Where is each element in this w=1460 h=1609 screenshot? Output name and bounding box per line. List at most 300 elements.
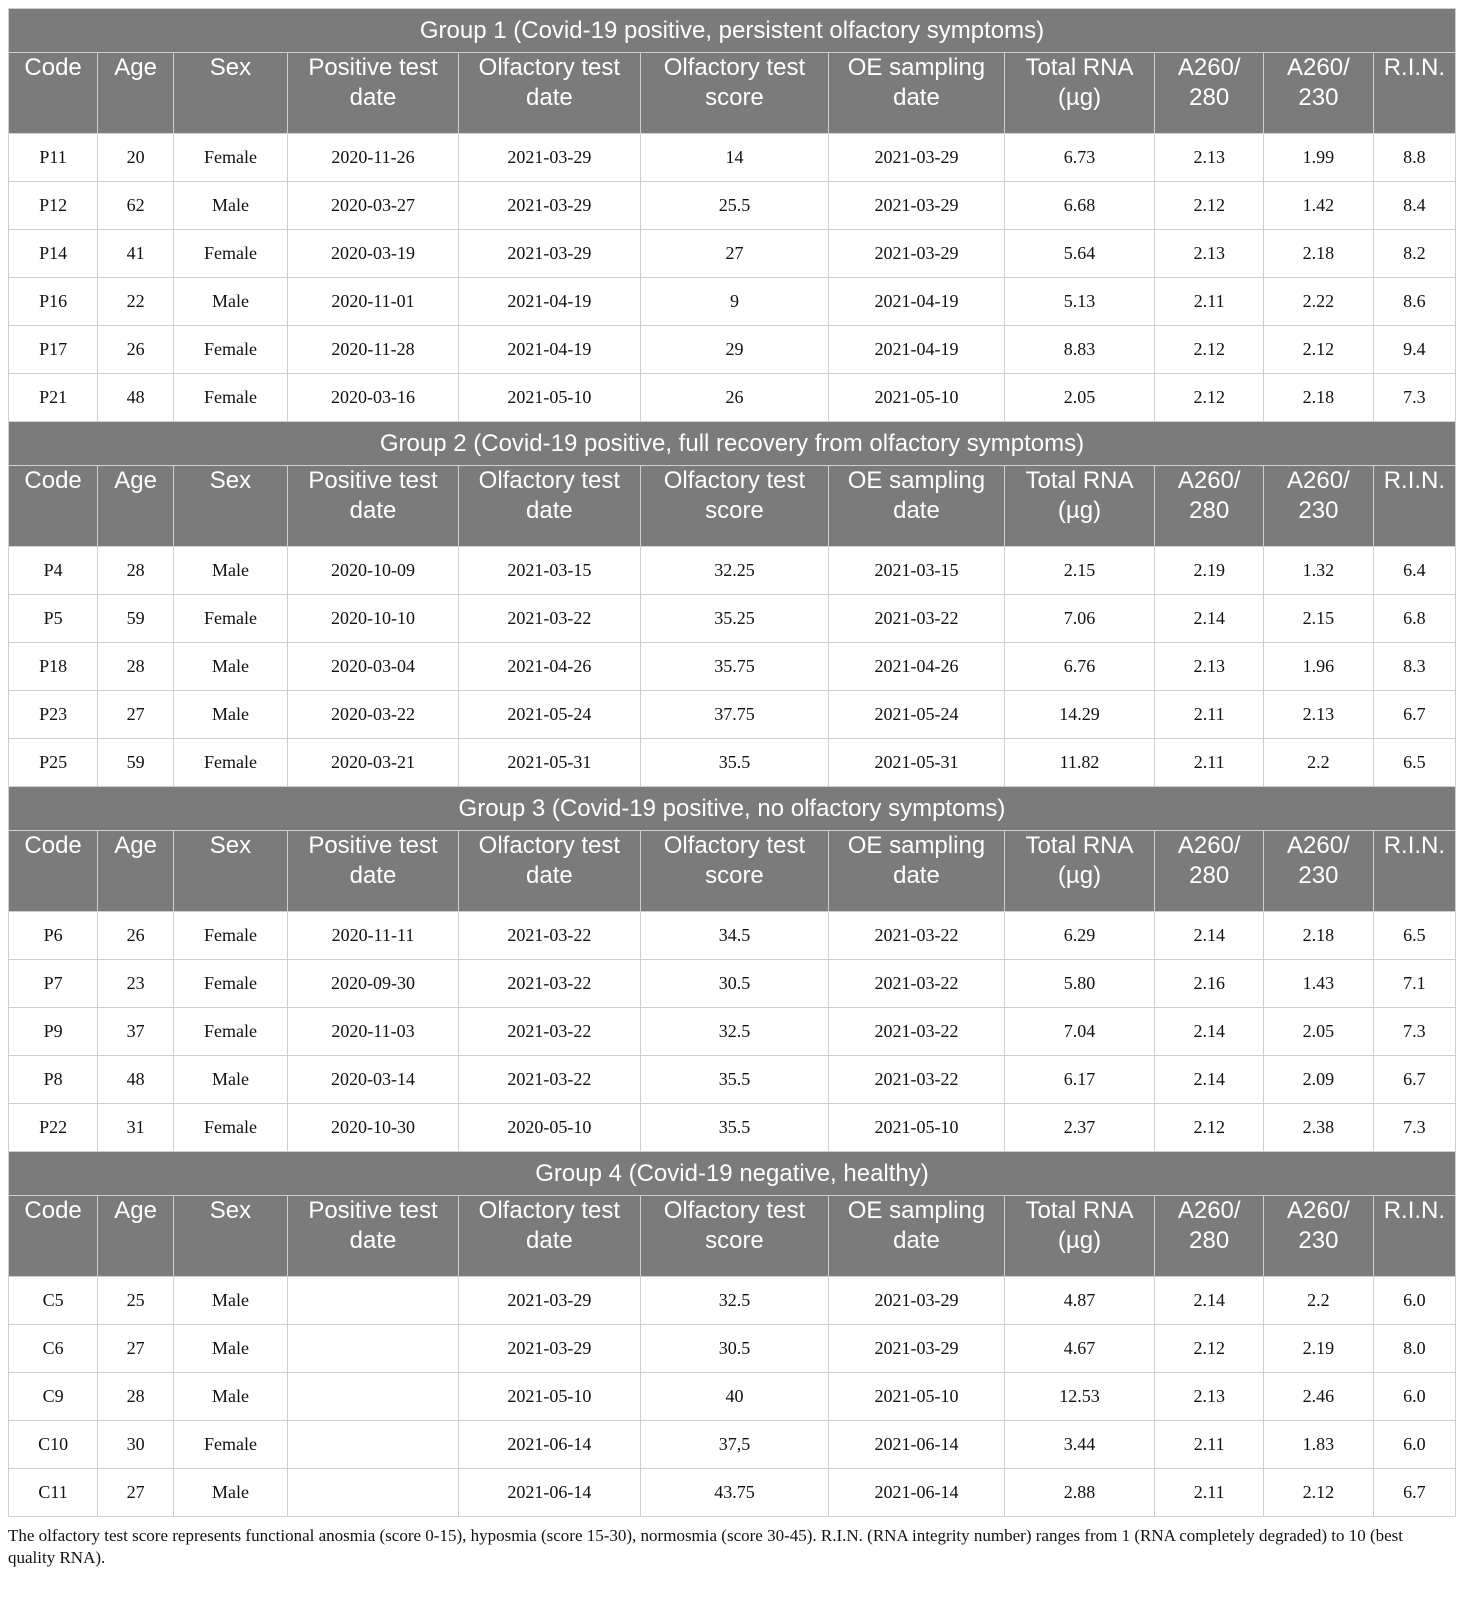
cell-sex: Male (174, 278, 288, 326)
cell-olfactory-test-score: 9 (640, 278, 829, 326)
cell-a260-230: 2.46 (1264, 1373, 1374, 1421)
group-title-row (9, 9, 1456, 53)
cell-positive-test-date (287, 1277, 458, 1325)
cell-code: P6 (9, 912, 98, 960)
cell-positive-test-date: 2020-03-04 (287, 643, 458, 691)
cell-olfactory-test-date: 2021-05-31 (459, 739, 640, 787)
cell-code: P4 (9, 547, 98, 595)
cell-a260-280: 2.11 (1155, 691, 1264, 739)
cell-total-rna: 7.06 (1004, 595, 1155, 643)
column-header-total-rna: Total RNA (µg) (1004, 1196, 1155, 1277)
column-header-positive-test-date: Positive test date (287, 53, 458, 134)
column-header-oe-sampling-date: OE sampling date (829, 53, 1004, 134)
cell-oe-sampling-date: 2021-03-22 (829, 595, 1004, 643)
column-header-olfactory-test-date: Olfactory test date (459, 1196, 640, 1277)
cell-total-rna: 6.17 (1004, 1056, 1155, 1104)
cell-oe-sampling-date: 2021-05-24 (829, 691, 1004, 739)
column-header-olfactory-test-date: Olfactory test date (459, 466, 640, 547)
cell-olfactory-test-score: 32.5 (640, 1008, 829, 1056)
cell-rin: 8.2 (1373, 230, 1455, 278)
cell-age: 41 (98, 230, 174, 278)
table-row (9, 547, 1456, 595)
cell-age: 37 (98, 1008, 174, 1056)
cell-total-rna: 4.87 (1004, 1277, 1155, 1325)
cell-olfactory-test-date: 2021-03-22 (459, 1056, 640, 1104)
cell-olfactory-test-score: 14 (640, 134, 829, 182)
cell-olfactory-test-date: 2021-05-10 (459, 1373, 640, 1421)
cell-oe-sampling-date: 2021-04-26 (829, 643, 1004, 691)
cell-a260-280: 2.14 (1155, 912, 1264, 960)
cell-code: P25 (9, 739, 98, 787)
table-row (9, 1277, 1456, 1325)
cell-total-rna: 5.64 (1004, 230, 1155, 278)
cell-olfactory-test-date: 2021-03-29 (459, 230, 640, 278)
cell-total-rna: 14.29 (1004, 691, 1155, 739)
cell-rin: 7.3 (1373, 374, 1455, 422)
cell-sex: Female (174, 595, 288, 643)
cell-positive-test-date: 2020-11-03 (287, 1008, 458, 1056)
cell-age: 22 (98, 278, 174, 326)
cell-positive-test-date: 2020-03-27 (287, 182, 458, 230)
group-title-row (9, 787, 1456, 831)
cell-total-rna: 8.83 (1004, 326, 1155, 374)
cell-total-rna: 2.88 (1004, 1469, 1155, 1517)
cell-a260-280: 2.11 (1155, 1469, 1264, 1517)
cell-olfactory-test-score: 26 (640, 374, 829, 422)
cell-total-rna: 6.76 (1004, 643, 1155, 691)
table-row (9, 1008, 1456, 1056)
cell-olfactory-test-score: 29 (640, 326, 829, 374)
column-header-olfactory-test-date: Olfactory test date (459, 831, 640, 912)
cell-olfactory-test-score: 35.75 (640, 643, 829, 691)
cell-total-rna: 5.80 (1004, 960, 1155, 1008)
cell-total-rna: 11.82 (1004, 739, 1155, 787)
column-header-a260-230: A260/ 230 (1264, 466, 1374, 547)
cell-olfactory-test-date: 2021-03-22 (459, 595, 640, 643)
column-header-olfactory-test-score: Olfactory test score (640, 1196, 829, 1277)
cell-a260-280: 2.12 (1155, 182, 1264, 230)
cell-code: P22 (9, 1104, 98, 1152)
cell-age: 30 (98, 1421, 174, 1469)
cell-a260-280: 2.11 (1155, 278, 1264, 326)
cell-total-rna: 7.04 (1004, 1008, 1155, 1056)
cell-age: 48 (98, 374, 174, 422)
cell-rin: 7.3 (1373, 1008, 1455, 1056)
table-row (9, 643, 1456, 691)
cell-total-rna: 2.15 (1004, 547, 1155, 595)
cell-sex: Male (174, 1373, 288, 1421)
cell-rin: 6.8 (1373, 595, 1455, 643)
cell-olfactory-test-date: 2021-03-22 (459, 912, 640, 960)
cell-oe-sampling-date: 2021-05-31 (829, 739, 1004, 787)
column-header-rin: R.I.N. (1373, 466, 1455, 547)
cell-rin: 8.0 (1373, 1325, 1455, 1373)
cell-sex: Female (174, 1104, 288, 1152)
cell-total-rna: 12.53 (1004, 1373, 1155, 1421)
cell-a260-280: 2.12 (1155, 374, 1264, 422)
cell-oe-sampling-date: 2021-03-22 (829, 960, 1004, 1008)
table-row (9, 739, 1456, 787)
cell-olfactory-test-score: 35.5 (640, 739, 829, 787)
table-row (9, 912, 1456, 960)
table-row (9, 691, 1456, 739)
column-header-olfactory-test-score: Olfactory test score (640, 831, 829, 912)
column-header-code: Code (9, 466, 98, 547)
cell-code: C5 (9, 1277, 98, 1325)
cell-olfactory-test-date: 2021-06-14 (459, 1469, 640, 1517)
table-row (9, 1469, 1456, 1517)
cell-oe-sampling-date: 2021-06-14 (829, 1469, 1004, 1517)
cell-oe-sampling-date: 2021-03-29 (829, 230, 1004, 278)
cell-oe-sampling-date: 2021-05-10 (829, 1373, 1004, 1421)
cell-a260-280: 2.12 (1155, 326, 1264, 374)
cell-sex: Female (174, 230, 288, 278)
cell-code: P14 (9, 230, 98, 278)
column-header-positive-test-date: Positive test date (287, 466, 458, 547)
column-header-age: Age (98, 466, 174, 547)
column-header-total-rna: Total RNA (µg) (1004, 831, 1155, 912)
column-header-a260-280: A260/ 280 (1155, 1196, 1264, 1277)
cell-a260-280: 2.14 (1155, 1056, 1264, 1104)
cell-olfactory-test-score: 35.5 (640, 1056, 829, 1104)
cell-positive-test-date (287, 1373, 458, 1421)
cell-age: 28 (98, 547, 174, 595)
cell-olfactory-test-score: 27 (640, 230, 829, 278)
cell-a260-280: 2.16 (1155, 960, 1264, 1008)
cell-a260-230: 2.15 (1264, 595, 1374, 643)
cell-a260-230: 2.05 (1264, 1008, 1374, 1056)
cell-positive-test-date: 2020-03-22 (287, 691, 458, 739)
cell-total-rna: 5.13 (1004, 278, 1155, 326)
cell-sex: Male (174, 691, 288, 739)
table-row (9, 1325, 1456, 1373)
cell-sex: Female (174, 326, 288, 374)
cell-sex: Female (174, 739, 288, 787)
cell-positive-test-date: 2020-03-14 (287, 1056, 458, 1104)
table-row (9, 595, 1456, 643)
column-header-sex: Sex (174, 466, 288, 547)
cell-a260-230: 2.38 (1264, 1104, 1374, 1152)
cell-oe-sampling-date: 2021-04-19 (829, 278, 1004, 326)
cell-age: 27 (98, 1325, 174, 1373)
column-header-a260-280: A260/ 280 (1155, 53, 1264, 134)
cell-age: 59 (98, 595, 174, 643)
cell-positive-test-date: 2020-11-01 (287, 278, 458, 326)
cell-oe-sampling-date: 2021-06-14 (829, 1421, 1004, 1469)
table-row (9, 960, 1456, 1008)
group-title-row (9, 422, 1456, 466)
cell-olfactory-test-date: 2021-05-10 (459, 374, 640, 422)
cell-olfactory-test-date: 2021-04-19 (459, 278, 640, 326)
cell-sex: Female (174, 134, 288, 182)
cell-a260-230: 2.22 (1264, 278, 1374, 326)
cell-oe-sampling-date: 2021-03-29 (829, 134, 1004, 182)
cell-olfactory-test-score: 37.75 (640, 691, 829, 739)
cell-code: P16 (9, 278, 98, 326)
cell-a260-230: 2.2 (1264, 1277, 1374, 1325)
column-header-rin: R.I.N. (1373, 1196, 1455, 1277)
table-row (9, 1056, 1456, 1104)
column-header-olfactory-test-date: Olfactory test date (459, 53, 640, 134)
cell-age: 23 (98, 960, 174, 1008)
cell-olfactory-test-score: 32.25 (640, 547, 829, 595)
cell-rin: 6.7 (1373, 1469, 1455, 1517)
column-header-oe-sampling-date: OE sampling date (829, 1196, 1004, 1277)
cell-olfactory-test-date: 2021-04-26 (459, 643, 640, 691)
cell-sex: Male (174, 1325, 288, 1373)
cell-positive-test-date: 2020-10-09 (287, 547, 458, 595)
cell-oe-sampling-date: 2021-03-29 (829, 1277, 1004, 1325)
cell-a260-280: 2.13 (1155, 643, 1264, 691)
group-title: Group 1 (Covid-19 positive, persistent olfactory symptoms) (9, 9, 1456, 53)
cell-sex: Male (174, 1277, 288, 1325)
cell-a260-230: 2.19 (1264, 1325, 1374, 1373)
cell-olfactory-test-score: 35.25 (640, 595, 829, 643)
cell-a260-230: 1.83 (1264, 1421, 1374, 1469)
cell-rin: 6.0 (1373, 1421, 1455, 1469)
cell-total-rna: 2.05 (1004, 374, 1155, 422)
column-header-a260-230: A260/ 230 (1264, 831, 1374, 912)
cell-olfactory-test-score: 35.5 (640, 1104, 829, 1152)
cell-oe-sampling-date: 2021-04-19 (829, 326, 1004, 374)
cell-a260-230: 2.18 (1264, 912, 1374, 960)
cell-a260-280: 2.14 (1155, 1277, 1264, 1325)
group-title: Group 4 (Covid-19 negative, healthy) (9, 1152, 1456, 1196)
column-header-a260-230: A260/ 230 (1264, 53, 1374, 134)
table-row (9, 134, 1456, 182)
cell-a260-230: 2.09 (1264, 1056, 1374, 1104)
cell-age: 20 (98, 134, 174, 182)
cell-total-rna: 6.73 (1004, 134, 1155, 182)
cell-code: P7 (9, 960, 98, 1008)
column-header-a260-230: A260/ 230 (1264, 1196, 1374, 1277)
column-header-age: Age (98, 1196, 174, 1277)
cell-age: 28 (98, 1373, 174, 1421)
cell-rin: 7.3 (1373, 1104, 1455, 1152)
cell-positive-test-date: 2020-10-30 (287, 1104, 458, 1152)
cell-sex: Male (174, 182, 288, 230)
column-header-rin: R.I.N. (1373, 53, 1455, 134)
cell-a260-280: 2.12 (1155, 1325, 1264, 1373)
cell-rin: 8.3 (1373, 643, 1455, 691)
column-header-a260-280: A260/ 280 (1155, 831, 1264, 912)
cell-a260-230: 1.43 (1264, 960, 1374, 1008)
table-row (9, 230, 1456, 278)
cell-code: C11 (9, 1469, 98, 1517)
cell-age: 48 (98, 1056, 174, 1104)
cell-positive-test-date (287, 1325, 458, 1373)
cell-rin: 8.8 (1373, 134, 1455, 182)
cell-age: 26 (98, 912, 174, 960)
table-row (9, 1373, 1456, 1421)
cell-olfactory-test-score: 32.5 (640, 1277, 829, 1325)
cell-code: P11 (9, 134, 98, 182)
column-header-positive-test-date: Positive test date (287, 1196, 458, 1277)
cell-age: 25 (98, 1277, 174, 1325)
cell-total-rna: 4.67 (1004, 1325, 1155, 1373)
cell-code: P23 (9, 691, 98, 739)
cell-rin: 6.0 (1373, 1373, 1455, 1421)
column-header-positive-test-date: Positive test date (287, 831, 458, 912)
column-header-olfactory-test-score: Olfactory test score (640, 53, 829, 134)
cell-code: P12 (9, 182, 98, 230)
cell-olfactory-test-date: 2021-03-29 (459, 134, 640, 182)
table-row (9, 278, 1456, 326)
cell-rin: 8.6 (1373, 278, 1455, 326)
cell-positive-test-date: 2020-10-10 (287, 595, 458, 643)
cell-a260-230: 1.96 (1264, 643, 1374, 691)
cell-rin: 6.4 (1373, 547, 1455, 595)
cell-a260-280: 2.13 (1155, 230, 1264, 278)
cell-sex: Female (174, 1421, 288, 1469)
cell-olfactory-test-date: 2021-06-14 (459, 1421, 640, 1469)
cell-a260-230: 2.2 (1264, 739, 1374, 787)
cell-oe-sampling-date: 2021-05-10 (829, 374, 1004, 422)
cell-a260-280: 2.13 (1155, 134, 1264, 182)
cell-sex: Female (174, 374, 288, 422)
cell-age: 31 (98, 1104, 174, 1152)
table-footnote: The olfactory test score represents functional anosmia (score 0-15), hyposmia (score 15-30), normosmia (score 30-45). R.I.N. (RNA integrity number) ranges from 1 (RNA completely degraded) to 10 (best quality RNA). (8, 1526, 1404, 1567)
cell-oe-sampling-date: 2021-03-29 (829, 1325, 1004, 1373)
cell-code: C6 (9, 1325, 98, 1373)
cell-code: P9 (9, 1008, 98, 1056)
column-header-oe-sampling-date: OE sampling date (829, 831, 1004, 912)
column-header-row (9, 53, 1456, 134)
cell-oe-sampling-date: 2021-03-22 (829, 1008, 1004, 1056)
cell-oe-sampling-date: 2021-03-22 (829, 1056, 1004, 1104)
cell-sex: Male (174, 1469, 288, 1517)
cell-rin: 6.5 (1373, 912, 1455, 960)
cell-code: P17 (9, 326, 98, 374)
data-table-container (8, 8, 1456, 1569)
column-header-code: Code (9, 1196, 98, 1277)
cell-sex: Male (174, 547, 288, 595)
cell-code: P21 (9, 374, 98, 422)
cell-olfactory-test-date: 2021-04-19 (459, 326, 640, 374)
cell-olfactory-test-date: 2021-03-29 (459, 1277, 640, 1325)
cell-a260-280: 2.11 (1155, 1421, 1264, 1469)
cell-a260-230: 2.18 (1264, 374, 1374, 422)
cell-rin: 6.5 (1373, 739, 1455, 787)
cell-a260-230: 2.13 (1264, 691, 1374, 739)
column-header-age: Age (98, 831, 174, 912)
cell-a260-280: 2.13 (1155, 1373, 1264, 1421)
cell-age: 27 (98, 1469, 174, 1517)
cell-code: C9 (9, 1373, 98, 1421)
column-header-total-rna: Total RNA (µg) (1004, 466, 1155, 547)
cell-rin: 6.0 (1373, 1277, 1455, 1325)
cell-total-rna: 6.68 (1004, 182, 1155, 230)
cell-age: 26 (98, 326, 174, 374)
cell-positive-test-date: 2020-03-21 (287, 739, 458, 787)
column-header-total-rna: Total RNA (µg) (1004, 53, 1155, 134)
cell-olfactory-test-score: 43.75 (640, 1469, 829, 1517)
cell-code: P5 (9, 595, 98, 643)
cell-a260-280: 2.14 (1155, 1008, 1264, 1056)
cell-sex: Female (174, 960, 288, 1008)
table-row (9, 1104, 1456, 1152)
cell-total-rna: 3.44 (1004, 1421, 1155, 1469)
cell-positive-test-date: 2020-03-16 (287, 374, 458, 422)
cell-sex: Male (174, 1056, 288, 1104)
cell-a260-280: 2.12 (1155, 1104, 1264, 1152)
cell-positive-test-date (287, 1421, 458, 1469)
table-row (9, 182, 1456, 230)
cell-olfactory-test-date: 2021-03-29 (459, 1325, 640, 1373)
column-header-oe-sampling-date: OE sampling date (829, 466, 1004, 547)
column-header-row (9, 831, 1456, 912)
cell-sex: Female (174, 912, 288, 960)
cell-positive-test-date: 2020-11-26 (287, 134, 458, 182)
cell-age: 27 (98, 691, 174, 739)
cell-total-rna: 6.29 (1004, 912, 1155, 960)
cell-olfactory-test-score: 40 (640, 1373, 829, 1421)
cell-olfactory-test-score: 30.5 (640, 960, 829, 1008)
cell-code: P18 (9, 643, 98, 691)
cell-oe-sampling-date: 2021-05-10 (829, 1104, 1004, 1152)
cell-olfactory-test-date: 2021-03-15 (459, 547, 640, 595)
cell-oe-sampling-date: 2021-03-22 (829, 912, 1004, 960)
cell-a260-230: 2.12 (1264, 326, 1374, 374)
cell-sex: Male (174, 643, 288, 691)
cell-a260-280: 2.11 (1155, 739, 1264, 787)
column-header-sex: Sex (174, 831, 288, 912)
cell-olfactory-test-date: 2021-03-22 (459, 960, 640, 1008)
cell-olfactory-test-date: 2020-05-10 (459, 1104, 640, 1152)
group-title: Group 3 (Covid-19 positive, no olfactory symptoms) (9, 787, 1456, 831)
cell-a260-230: 1.42 (1264, 182, 1374, 230)
cell-oe-sampling-date: 2021-03-15 (829, 547, 1004, 595)
table-row (9, 1421, 1456, 1469)
column-header-row (9, 1196, 1456, 1277)
cell-olfactory-test-date: 2021-05-24 (459, 691, 640, 739)
column-header-sex: Sex (174, 53, 288, 134)
table-row (9, 326, 1456, 374)
cell-olfactory-test-date: 2021-03-22 (459, 1008, 640, 1056)
cell-olfactory-test-score: 30.5 (640, 1325, 829, 1373)
column-header-olfactory-test-score: Olfactory test score (640, 466, 829, 547)
column-header-a260-280: A260/ 280 (1155, 466, 1264, 547)
cell-rin: 9.4 (1373, 326, 1455, 374)
cell-age: 28 (98, 643, 174, 691)
cell-a260-280: 2.14 (1155, 595, 1264, 643)
column-header-rin: R.I.N. (1373, 831, 1455, 912)
cell-positive-test-date: 2020-03-19 (287, 230, 458, 278)
cell-a260-230: 1.99 (1264, 134, 1374, 182)
cell-a260-230: 2.12 (1264, 1469, 1374, 1517)
cell-olfactory-test-date: 2021-03-29 (459, 182, 640, 230)
group-title: Group 2 (Covid-19 positive, full recovery from olfactory symptoms) (9, 422, 1456, 466)
cell-positive-test-date: 2020-09-30 (287, 960, 458, 1008)
cell-age: 59 (98, 739, 174, 787)
cell-olfactory-test-score: 37,5 (640, 1421, 829, 1469)
cell-a260-230: 1.32 (1264, 547, 1374, 595)
cell-oe-sampling-date: 2021-03-29 (829, 182, 1004, 230)
cell-rin: 8.4 (1373, 182, 1455, 230)
cell-rin: 6.7 (1373, 691, 1455, 739)
cell-olfactory-test-score: 34.5 (640, 912, 829, 960)
cell-code: P8 (9, 1056, 98, 1104)
cell-sex: Female (174, 1008, 288, 1056)
group-title-row (9, 1152, 1456, 1196)
cell-positive-test-date (287, 1469, 458, 1517)
column-header-age: Age (98, 53, 174, 134)
column-header-sex: Sex (174, 1196, 288, 1277)
table-row (9, 374, 1456, 422)
cell-rin: 7.1 (1373, 960, 1455, 1008)
cell-positive-test-date: 2020-11-28 (287, 326, 458, 374)
column-header-code: Code (9, 831, 98, 912)
